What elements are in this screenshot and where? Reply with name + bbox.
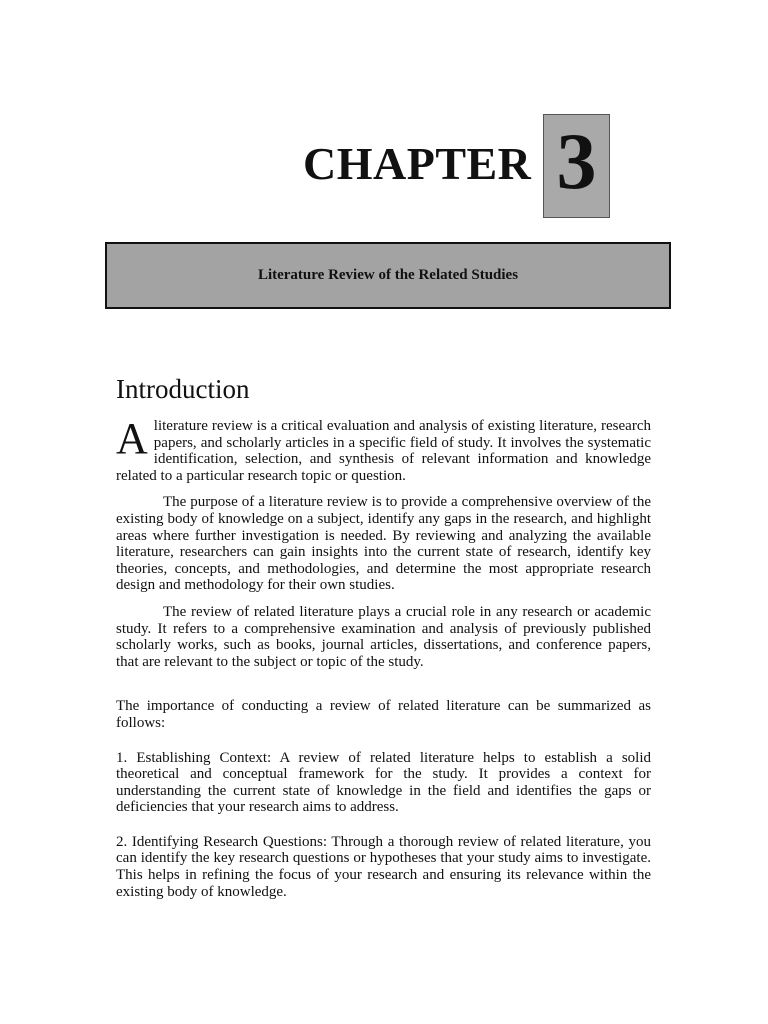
chapter-heading: CHAPTER [303, 138, 532, 189]
importance-intro: The importance of conducting a review of related literature can be summarized as follows: [116, 698, 651, 731]
first-paragraph-text: literature review is a critical evaluation and analysis of existing literature, research papers, and scholarly articles in a specific field of study. It involves the systematic identification, selection, and synthesis of relevant information and knowledge related to a particular research topic or question. [116, 418, 651, 484]
chapter-number-box [543, 114, 610, 218]
paragraph: The purpose of a literature review is to provide a comprehensive overview of the existing body of knowledge on a subject, identify any gaps in the research, and highlight areas where further investigation is needed. By reviewing and analyzing the available literature, researchers can gain insights into the current state of research, identify key theories, concepts, and methodologies, and determine the most appropriate research design and methodology for their own studies. [116, 494, 651, 594]
first-paragraph [116, 414, 651, 484]
drop-cap: A [116, 414, 148, 463]
list-item: 1. Establishing Context: A review of related literature helps to establish a solid theoretical and conceptual framework for the study. It provides a context for understanding the current state of knowledge in the field and identifies the gaps or deficiencies that your research aims to address. [116, 749, 651, 816]
paragraph: The review of related literature plays a crucial role in any research or academic study. It refers to a comprehensive examination and analysis of previously published scholarly works, such as books, journal articles, dissertations, and conference papers, that are relevant to the subject or topic of the study. [116, 603, 651, 670]
chapter-title: Literature Review of the Related Studies [257, 267, 519, 283]
section-heading: Introduction [116, 374, 250, 404]
document-body [116, 372, 651, 900]
list-item: 2. Identifying Research Questions: Through a thorough review of related literature, you can identify the key research questions or hypotheses that your study aims to investigate. This helps in refining the focus of your research and ensuring its relevance within the existing body of knowledge. [116, 833, 651, 900]
chapter-number: 3 [556, 118, 597, 206]
chapter-title-banner [105, 242, 671, 309]
